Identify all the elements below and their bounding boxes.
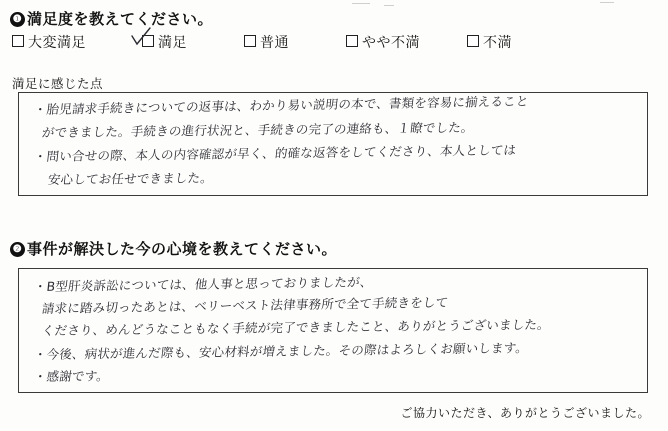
scan-artifact	[384, 5, 394, 6]
choice-option-1[interactable]	[12, 32, 86, 52]
question-1-title	[10, 8, 213, 29]
scan-artifact	[600, 2, 614, 3]
question-1-choices	[12, 32, 652, 54]
choice-label: 大変満足	[28, 34, 86, 50]
checkbox-icon[interactable]	[142, 35, 154, 47]
scan-artifact	[352, 3, 370, 4]
answer-1-line-1: ・胎児請求手続きについての返事は、わかり易い説明の本で、書類を容易に揃えること	[33, 93, 530, 118]
question-1-marker-icon: ❶	[10, 12, 25, 27]
answer-2-line-5: ・感謝です。	[33, 368, 110, 385]
footer-thanks-note: ご協力いただき、ありがとうございました。	[400, 406, 650, 420]
choice-option-3[interactable]	[244, 32, 289, 52]
question-2-title	[10, 238, 337, 259]
answer-2-line-2: 請求に踏み切ったあとは、ベリーベスト法律事務所で全て手続きをして	[41, 294, 450, 317]
question-1-subhead: 満足に感じた点	[12, 77, 104, 91]
checkbox-icon[interactable]	[346, 35, 358, 47]
answer-1-line-2: ができました。手続きの進行状況と、手続きの完了の連絡も、１瞭でした。	[41, 119, 475, 141]
choice-option-2[interactable]	[142, 32, 187, 52]
question-1-text: 満足度を教えてください。	[27, 11, 214, 28]
choice-option-5[interactable]	[467, 32, 512, 52]
choice-option-4[interactable]	[346, 32, 420, 52]
choice-label: 不満	[483, 34, 512, 50]
choice-label: 満足	[158, 34, 187, 50]
choice-label: 普通	[260, 34, 289, 50]
question-2-marker-icon: ❷	[10, 242, 25, 257]
answer-2-line-3: くださり、めんどうなこともなく手続が完了できましたこと、ありがとうございました。	[41, 316, 551, 339]
question-2-text: 事件が解決した今の心境を教えてください。	[27, 241, 338, 258]
choice-label: やや不満	[362, 34, 420, 50]
checkbox-icon[interactable]	[12, 35, 24, 47]
answer-2-line-4: ・今後、病状が進んだ際も、安心材料が増えました。その際はよろしくお願いします。	[33, 340, 530, 363]
checkbox-icon[interactable]	[467, 35, 479, 47]
answer-2-line-1: ・B型肝炎訴訟については、他人事と思っておりましたが、	[33, 274, 374, 295]
answer-1-line-4: 安心してお任せできました。	[47, 170, 214, 188]
checkbox-icon[interactable]	[244, 35, 256, 47]
answer-1-line-3: ・問い合せの際、本人の内容確認が早く、的確な返答をしてくださり、本人としては	[33, 142, 518, 165]
